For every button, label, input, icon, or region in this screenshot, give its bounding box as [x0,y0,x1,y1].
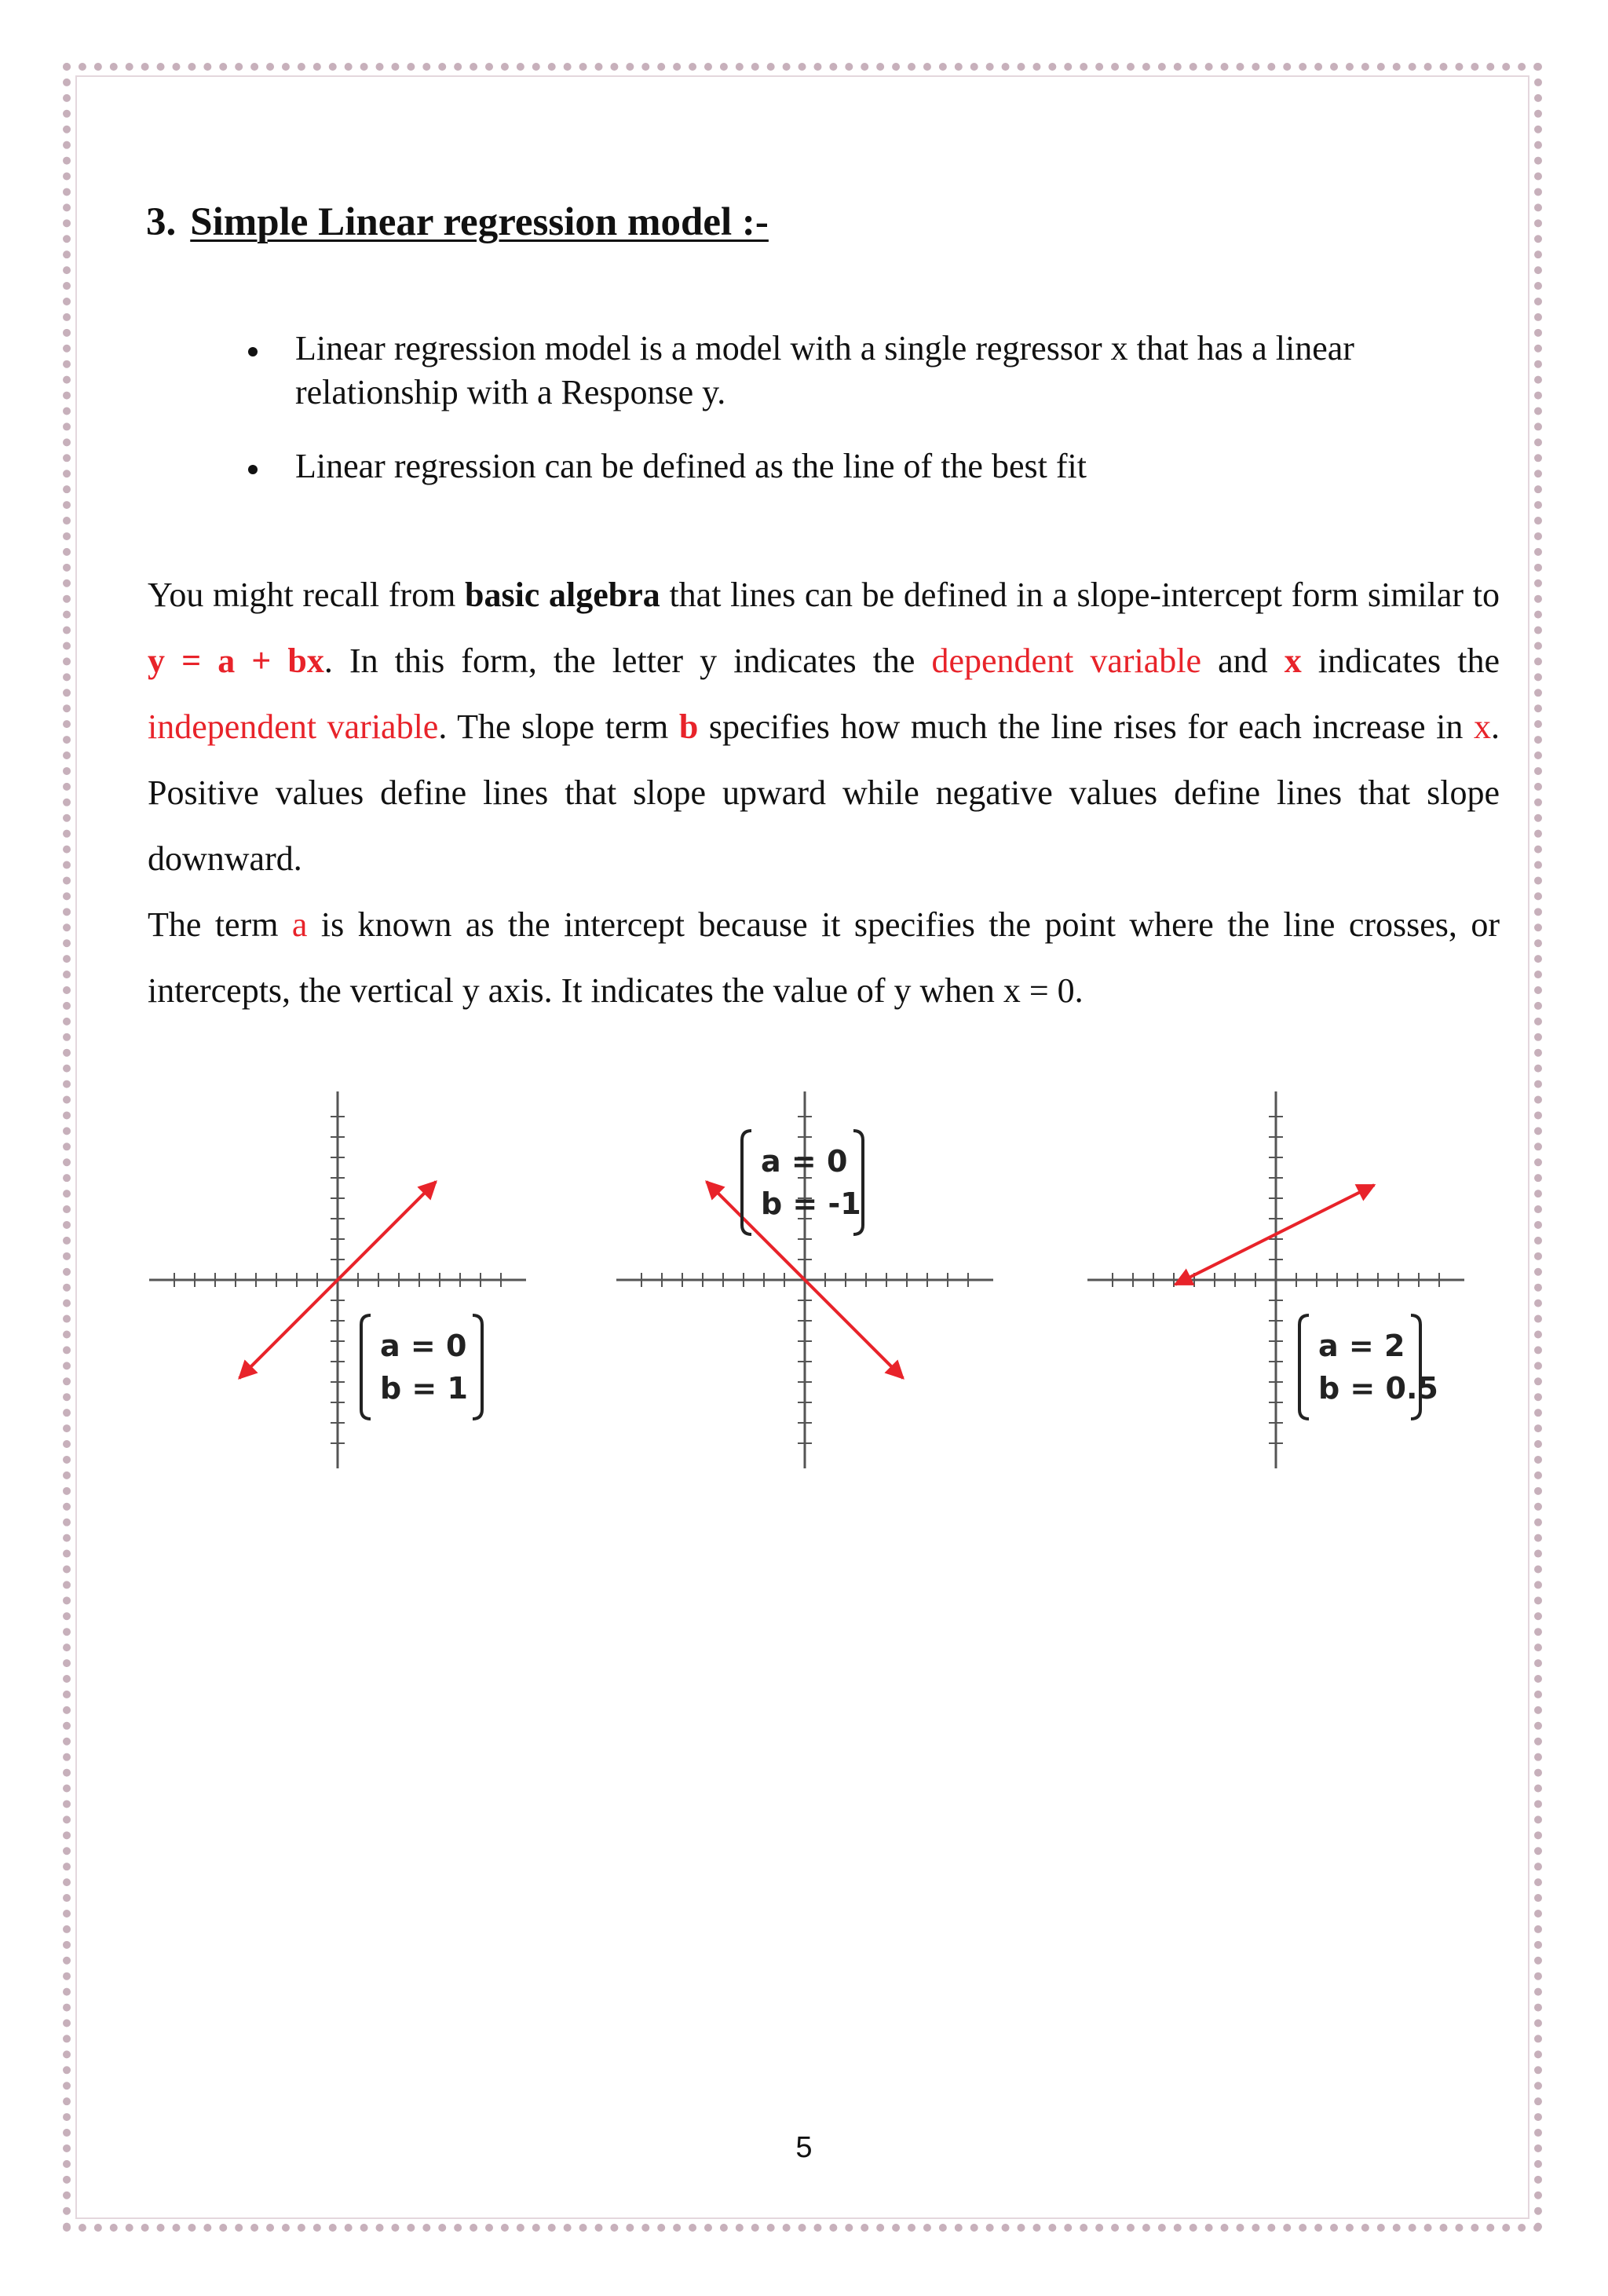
param-b-label: b = 0.5 [1318,1371,1438,1406]
bullet-dot-icon [248,347,258,356]
term-b: b [678,707,699,746]
section-title: Simple Linear regression model :- [190,200,769,244]
figure-line-positive-slope [149,1084,526,1476]
param-a-label: a = 2 [1318,1329,1405,1363]
term-basic-algebra: basic algebra [464,576,660,614]
text-run: You might recall from [148,576,465,614]
text-run: and [1201,642,1285,680]
term-independent-variable: independent variable [148,707,439,746]
bullet-item [236,444,1492,488]
bullet-text: Linear regression can be defined as the line of the best fit [295,447,1087,485]
page-number: 5 [795,2131,813,2164]
left-bracket [742,1131,751,1234]
text-run: . In this form, the letter y indicates the [323,642,932,680]
left-bracket [1299,1315,1309,1419]
text-run: indicates the [1301,642,1500,680]
bullet-dot-icon [248,465,258,474]
section-heading [146,199,769,245]
section-number: 3. [146,200,177,244]
figure-line-shallow-slope [1087,1084,1464,1476]
param-a-label: a = 0 [380,1329,467,1363]
left-bracket [361,1315,371,1419]
term-x: x [1284,642,1302,680]
term-a: a [291,905,308,944]
text-run: . Positive values define lines that slope upward while negative values define lines that slope downward. [148,707,1500,878]
param-a-label: a = 0 [761,1144,848,1179]
bullet-text: Linear regression model is a model with a single regressor x that has a linear relationship with a Response y. [295,329,1354,411]
term-x: x [1474,707,1491,746]
text-run: is known as the intercept because it specifies the point where the line crosses, or intercepts, the vertical y axis. It indicates the value of y when x = 0. [148,905,1500,1010]
paragraph-slope-intercept [148,562,1500,892]
equation: y = a + bx [148,642,324,680]
paragraph-intercept [148,892,1500,1024]
text-run: specifies how much the line rises for each increase in [698,707,1474,746]
figure-line-negative-slope [616,1084,993,1476]
param-b-label: b = 1 [380,1371,468,1406]
text-run: that lines can be defined in a slope-intercept form similar to [660,576,1500,614]
bullet-item [236,327,1492,415]
text-run: . The slope term [438,707,679,746]
text-run: The term [148,905,292,944]
param-b-label: b = -1 [761,1186,861,1221]
right-bracket [473,1315,482,1419]
bullet-list [236,327,1492,488]
term-dependent-variable: dependent variable [931,642,1202,680]
